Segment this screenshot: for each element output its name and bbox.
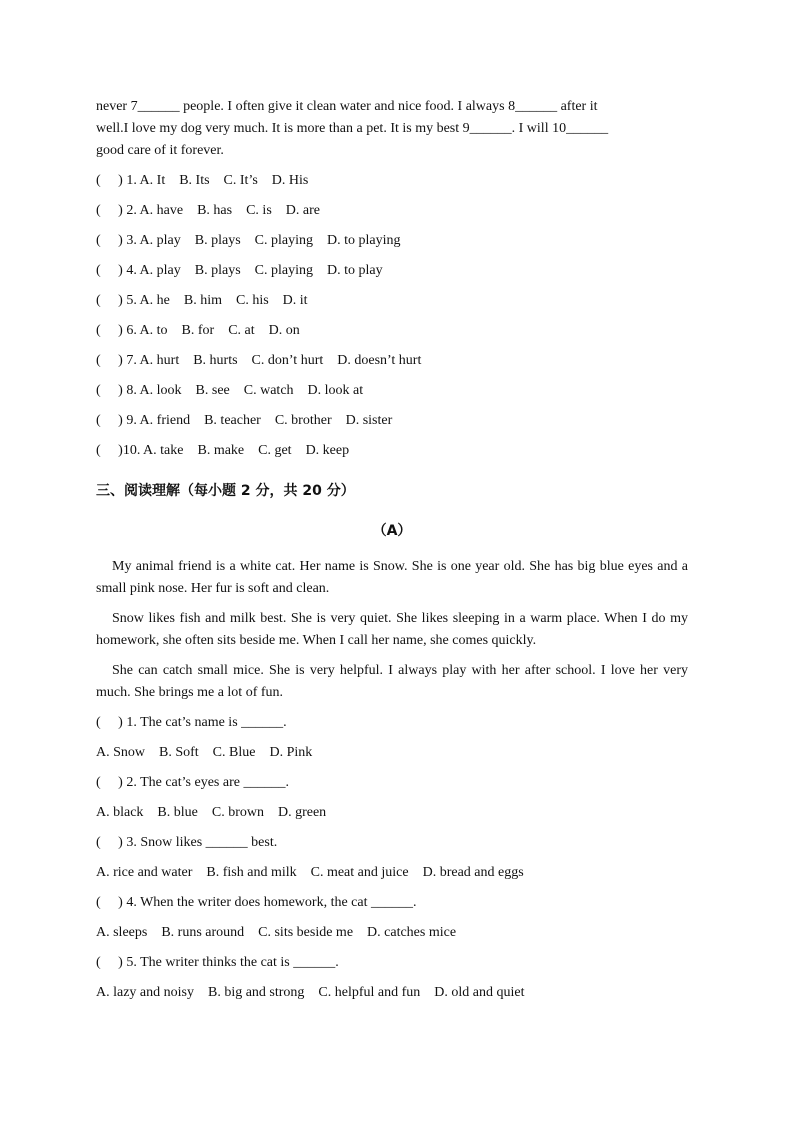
question-options: A. Snow B. Soft C. Blue D. Pink (96, 745, 313, 760)
question-stem: ( ) 5. The writer thinks the cat is ______. (96, 955, 339, 970)
cloze-question: ( )10. A. take B. make C. get D. keep (96, 443, 350, 458)
cloze-question: ( ) 2. A. have B. has C. is D. are (96, 203, 320, 218)
cloze-line: never 7______ people. I often give it clean water and nice food. I always 8______ after it (96, 99, 598, 114)
cloze-passage (96, 96, 688, 162)
question-options: A. rice and water B. fish and milk C. meat and juice D. bread and eggs (96, 865, 524, 880)
cloze-line: well.I love my dog very much. It is more than a pet. It is my best 9______. I will 10______ (96, 121, 609, 136)
cloze-question: ( ) 5. A. he B. him C. his D. it (96, 293, 308, 308)
reading-paragraph: My animal friend is a white cat. Her name is Snow. She is one year old. She has big blue eyes and a small pink nose. Her fur is soft and clean. (96, 559, 688, 596)
question-stem: ( ) 3. Snow likes ______ best. (96, 835, 278, 850)
cloze-question: ( ) 4. A. play B. plays C. playing D. to play (96, 263, 383, 278)
cloze-questions (96, 170, 688, 462)
reading-paragraph: She can catch small mice. She is very helpful. I always play with her after school. I love her very much. She brings me a lot of fun. (96, 663, 688, 700)
question-options: A. sleeps B. runs around C. sits beside me D. catches mice (96, 925, 457, 940)
worksheet-page (96, 96, 688, 1004)
passage-title: （A） (372, 523, 412, 539)
reading-questions (96, 712, 688, 1004)
cloze-question: ( ) 6. A. to B. for C. at D. on (96, 323, 300, 338)
cloze-question: ( ) 1. A. It B. Its C. It’s D. His (96, 173, 309, 188)
question-options: A. black B. blue C. brown D. green (96, 805, 327, 820)
cloze-question: ( ) 8. A. look B. see C. watch D. look at (96, 383, 364, 398)
reading-paragraph: Snow likes fish and milk best. She is very quiet. She likes sleeping in a warm place. When I do my homework, she often sits beside me. When I call her name, she comes quickly. (96, 611, 688, 648)
section-title: 三、阅读理解（每小题 2 分，共 20 分） (96, 483, 355, 499)
question-options: A. lazy and noisy B. big and strong C. helpful and fun D. old and quiet (96, 985, 525, 1000)
cloze-question: ( ) 3. A. play B. plays C. playing D. to playing (96, 233, 401, 248)
cloze-question: ( ) 9. A. friend B. teacher C. brother D. sister (96, 413, 393, 428)
cloze-question: ( ) 7. A. hurt B. hurts C. don’t hurt D. doesn’t hurt (96, 353, 422, 368)
question-stem: ( ) 4. When the writer does homework, the cat ______. (96, 895, 417, 910)
reading-passage (96, 556, 688, 704)
question-stem: ( ) 1. The cat’s name is ______. (96, 715, 287, 730)
cloze-line: good care of it forever. (96, 143, 224, 158)
question-stem: ( ) 2. The cat’s eyes are ______. (96, 775, 289, 790)
